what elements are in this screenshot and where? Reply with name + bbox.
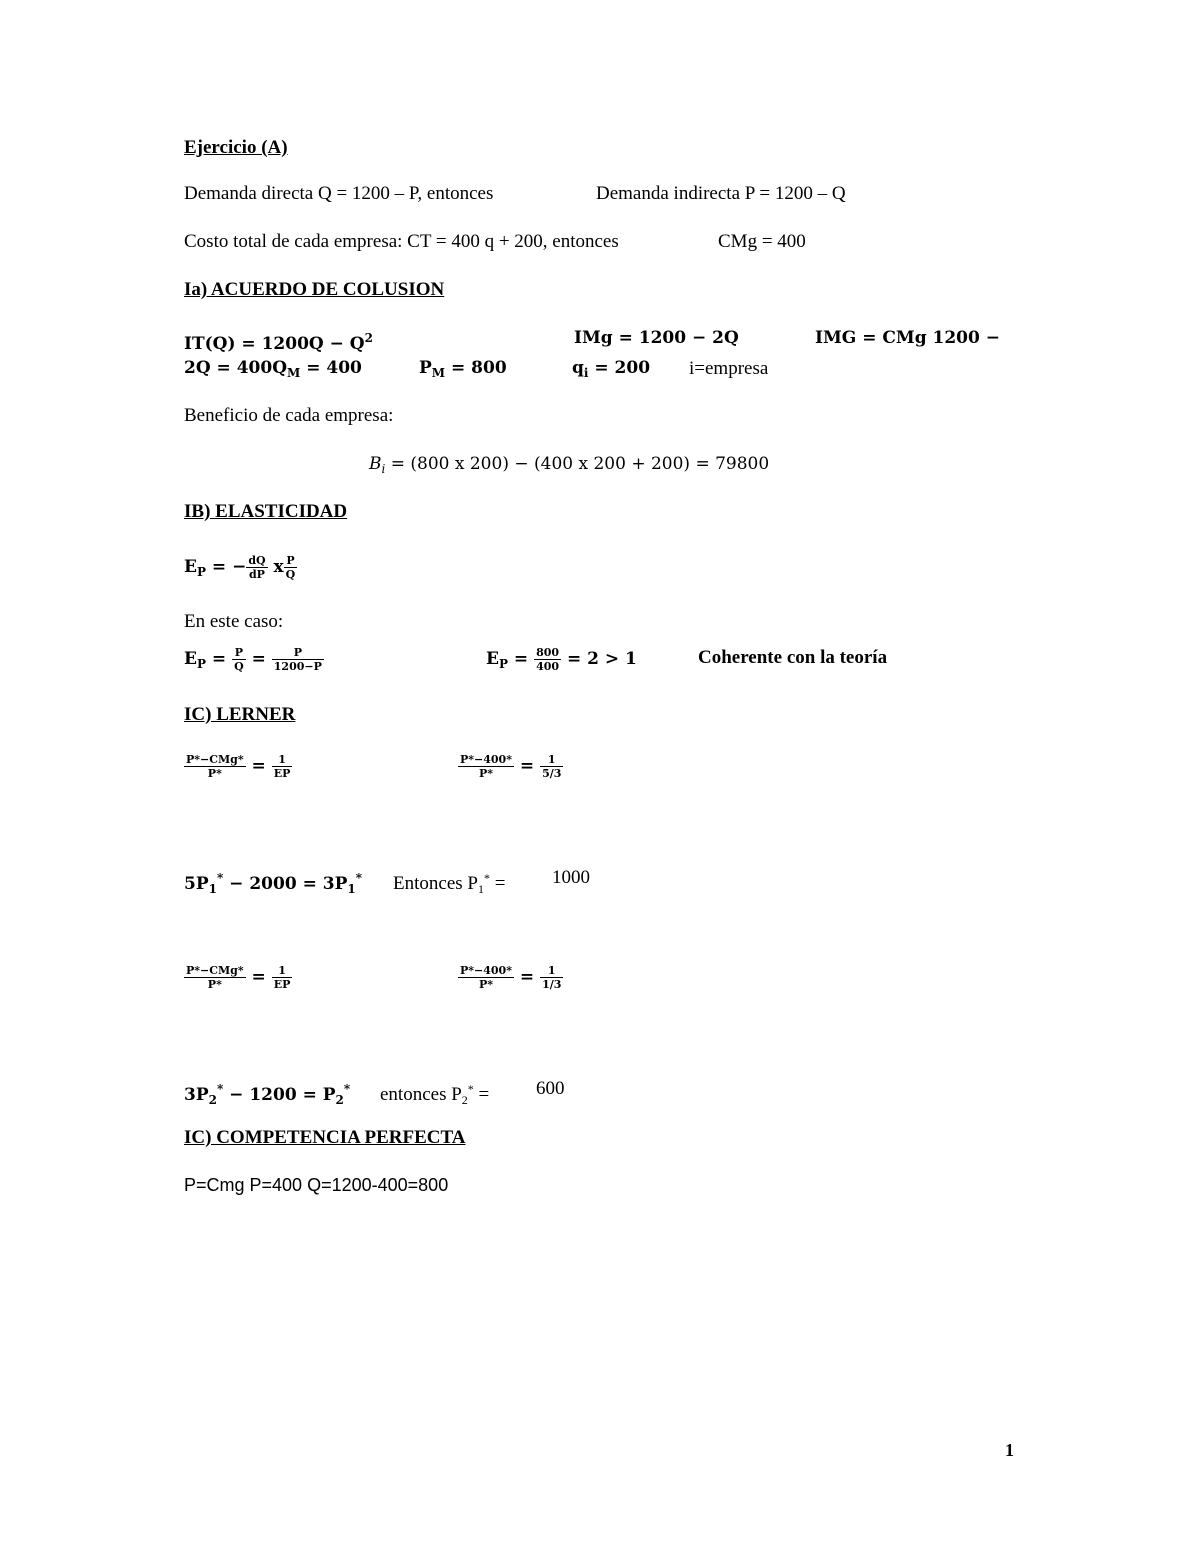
coherent-note: Coherente con la teoría <box>698 647 888 668</box>
heading-elasticidad: IB) ELASTICIDAD <box>184 501 348 522</box>
price-value-2: 600 <box>536 1078 565 1099</box>
quantity-equation: $2Q = 400Q_M = 400$ <box>184 358 362 380</box>
elasticity-value: $E_P$ = $\frac{800}{400}$ = 2 > 1 <box>486 646 637 673</box>
marginal-cost: CMg = 400 <box>718 231 806 252</box>
case-label: En este caso: <box>184 611 284 632</box>
price-equation-2: $3P_2^* - 1200 = P_2^*$ <box>184 1082 351 1107</box>
direct-demand: Demanda directa Q = 1200 – P, entonces <box>184 183 494 204</box>
lerner-value-2: $\frac{P*-400*}{P*}$ = $\frac{1}{1/3}$ <box>460 964 562 991</box>
firm-quantity: $q_i = 200$ <box>572 358 651 380</box>
total-cost: Costo total de cada empresa: CT = 400 q + 200, entonces <box>184 231 619 252</box>
benefit-label: Beneficio de cada empresa: <box>184 405 394 426</box>
lerner-formula-2: $\frac{\text{P*−CMg*}}{P*}$ = $\frac{1}{EP}$ <box>186 964 291 991</box>
i-definition: i=empresa <box>689 358 769 379</box>
elasticity-formula: $E_P$ = − $\frac{dQ}{dP}$ x $\frac{P}{Q}$ <box>184 554 296 581</box>
competition-line: P=Cmg P=400 Q=1200-400=800 <box>184 1175 449 1195</box>
heading-competencia: IC) COMPETENCIA PERFECTA <box>184 1127 466 1148</box>
page-number: 1 <box>1005 1440 1014 1460</box>
lerner-value-1: $\frac{P*-400*}{P*}$ = $\frac{1}{5/3}$ <box>460 753 562 780</box>
heading-lerner: IC) LERNER <box>184 704 296 725</box>
benefit-equation: $B_i = (800$ x 200) − (400 x 200 + 200) = 79800 <box>369 454 770 476</box>
img-cmg-equation: IMG = CMg 1200 − <box>815 328 1000 348</box>
heading-colusion: Ia) ACUERDO DE COLUSION <box>184 279 445 300</box>
img-equation: IMg = 1200 − 2Q <box>574 328 739 348</box>
it-equation: $IT(Q) = 1200Q - Q^2$ <box>184 331 373 354</box>
price-result-2: entonces $P_2^*$ = <box>380 1082 490 1107</box>
price-equation-1: $5P_1^* - 2000 = 3P_1^*$ <box>184 871 362 896</box>
lerner-formula-1: $\frac{\text{P*−CMg*}}{P*}$ = $\frac{1}{EP}$ <box>186 753 291 780</box>
exercise-title: Ejercicio (A) <box>184 137 288 158</box>
price-value-1: 1000 <box>552 867 590 888</box>
indirect-demand: Demanda indirecta P = 1200 – Q <box>596 183 846 204</box>
elasticity-case: $E_P$ = $\frac{P}{Q}$ = $\frac{P}{1200-P}$ <box>184 646 322 673</box>
monopoly-price: $P_M = 800$ <box>419 358 507 380</box>
price-result-1: Entonces $P_1^*$ = <box>393 871 506 896</box>
